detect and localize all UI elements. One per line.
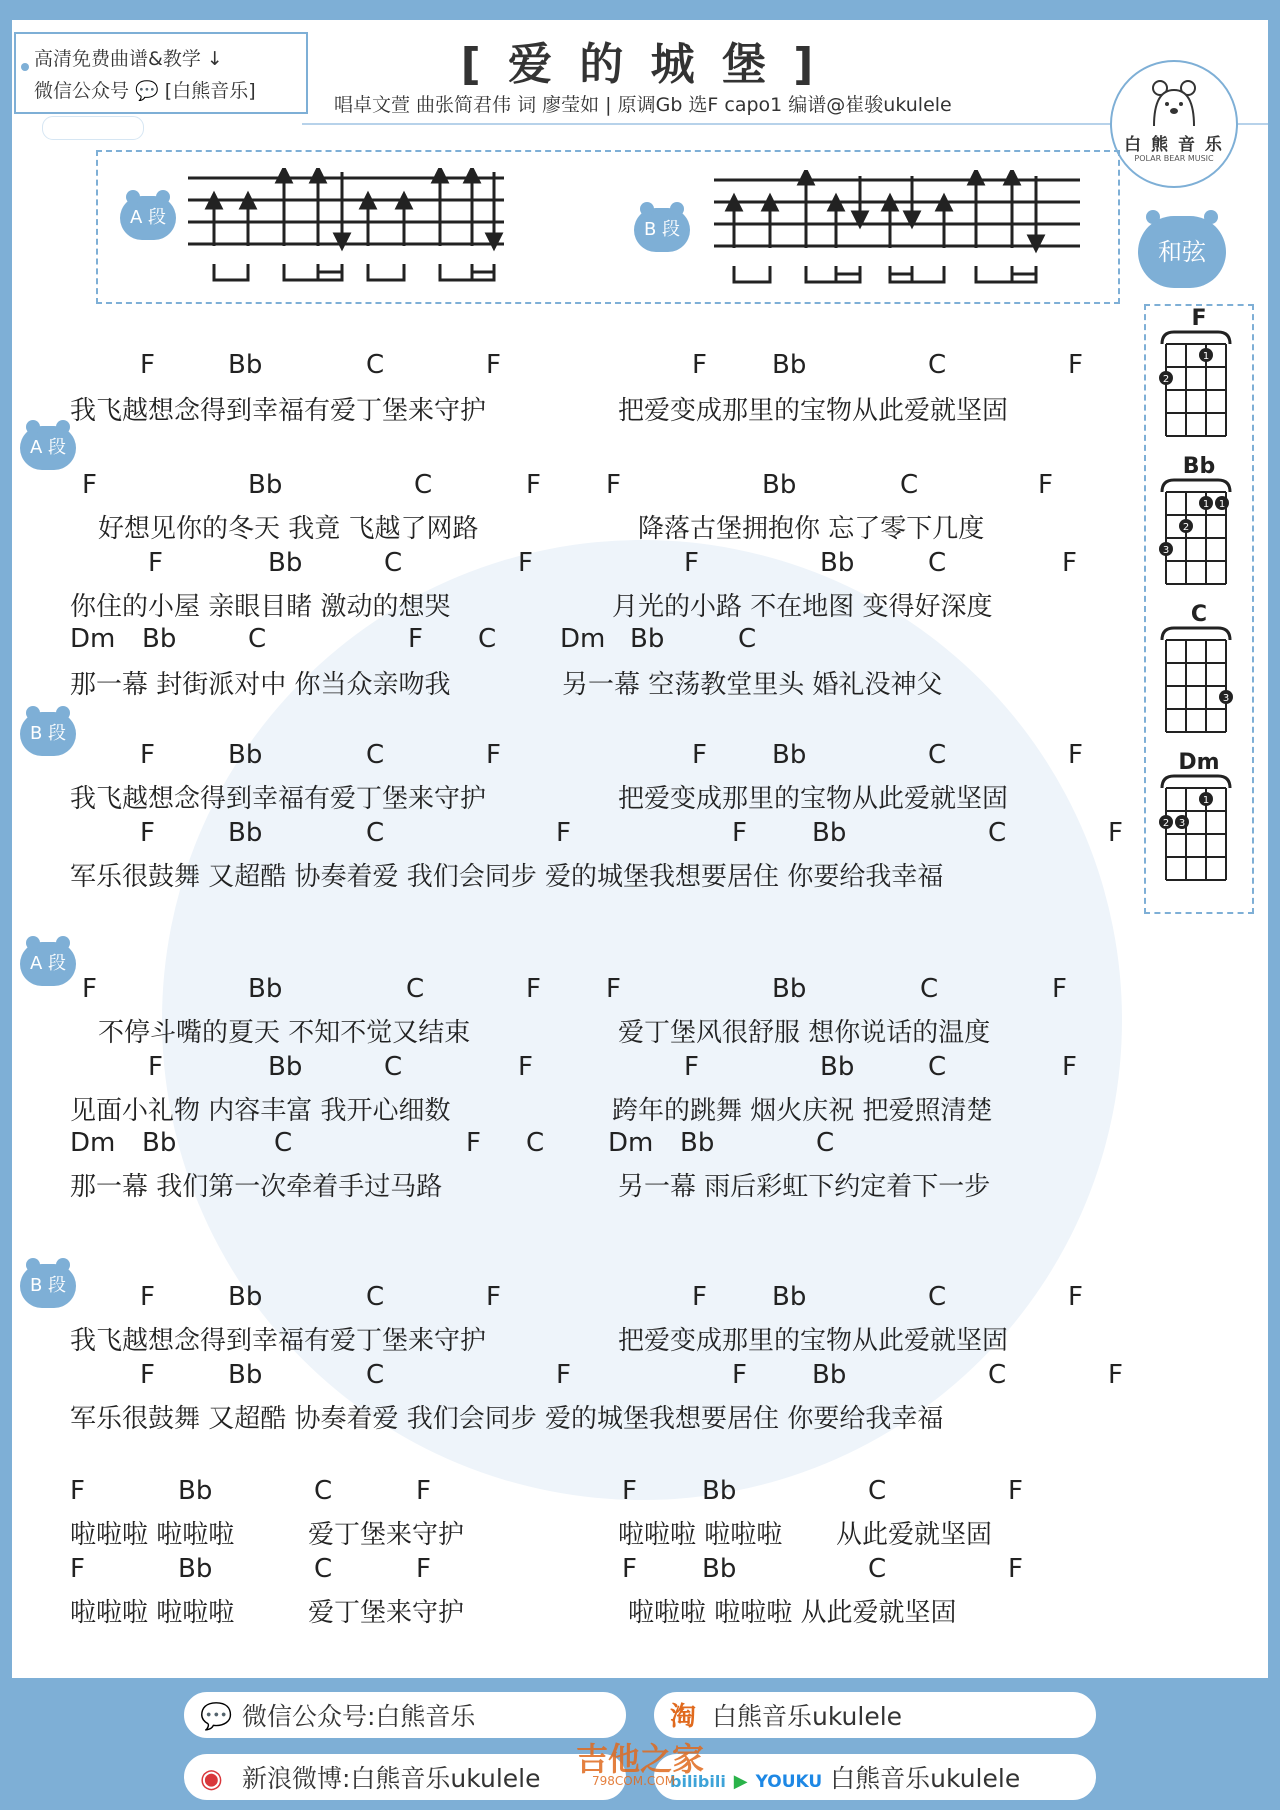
section-label: B 段 [29,1275,67,1296]
chord-label: Bb [228,350,263,380]
chord-label: F [140,350,155,380]
chord-bb-name [1146,454,1252,479]
lyric-line: 把爱变成那里的宝物从此爱就坚固 [618,396,1009,426]
promo-wechat-label: 微信公众号 [34,80,130,102]
sheet [12,20,1268,1678]
chord-label: F [1038,470,1053,500]
chord-label: Bb [248,470,283,500]
svg-text:3: 3 [1222,693,1230,704]
chord-label: F [518,548,533,578]
section-label: A 段 [29,437,67,458]
chord-label: F [622,1476,637,1506]
chord-label: Dm [608,1128,654,1158]
lyric-line: 见面小礼物 内容丰富 我开心细数 [70,1096,451,1126]
lyric-line: 军乐很鼓舞 又超酷 协奏着爱 我们会同步 爱的城堡我想要居住 你要给我幸福 [70,1404,944,1434]
chord-bb-diagram [1156,478,1236,588]
lyric-line: 降落古堡拥抱你 忘了零下几度 [638,514,985,544]
promo-account: [白熊音乐] [164,80,256,102]
strum-b-diagram [714,170,1084,290]
lyric-line: 我飞越想念得到幸福有爱丁堡来守护 [70,396,487,426]
chord-label: F [1108,1360,1123,1390]
chord-label: F [1052,974,1067,1004]
lyric-line: 那一幕 我们第一次牵着手过马路 [70,1172,443,1202]
chord-label: F [70,1476,85,1506]
chord-label: C [928,1052,947,1082]
chord-label: C [366,740,385,770]
chord-label: C [928,740,947,770]
lyric-line: 从此爱就坚固 [836,1520,993,1550]
taobao-text: 白熊音乐ukulele [712,1702,903,1731]
svg-text:1: 1 [1202,499,1210,510]
lyric-line: 跨年的跳舞 烟火庆祝 把爱照清楚 [612,1096,993,1126]
lyric-line: 把爱变成那里的宝物从此爱就坚固 [618,1326,1009,1356]
lyric-line: 那一幕 封街派对中 你当众亲吻我 [70,670,451,700]
video-pill[interactable] [652,1752,1098,1802]
logo-name: 白 熊 音 乐 [1124,135,1224,155]
chord-label: F [1068,740,1083,770]
chord-label: F [140,1360,155,1390]
svg-text:1: 1 [1202,351,1210,362]
chord-label: Bb [820,548,855,578]
chord-label: F [416,1476,431,1506]
chord-label: C [366,1360,385,1390]
chord-label: F [466,1128,481,1158]
watermark: 吉他之家 [576,1740,705,1778]
chord-label: Bb [178,1476,213,1506]
chord-label: C [868,1554,887,1584]
chord-label: C [868,1476,887,1506]
chord-label: Bb [772,974,807,1004]
chord-label: F [486,350,501,380]
chord-label: F [1008,1476,1023,1506]
section-a-badge-1 [20,426,76,470]
chord-label: F [486,740,501,770]
svg-text:1: 1 [1218,499,1226,510]
lyric-line: 我飞越想念得到幸福有爱丁堡来守护 [70,1326,487,1356]
chord-label: F [416,1554,431,1584]
chords-label: 和弦 [1158,238,1206,266]
logo [1110,60,1238,188]
polar-bear-icon [1149,78,1199,128]
section-b-badge-1 [20,712,76,756]
chord-c-diagram [1156,626,1236,736]
lyric-line: 啦啦啦 啦啦啦 [70,1520,235,1550]
bilibili-icon: bilibili [670,1772,726,1791]
chord-label: F [556,818,571,848]
chord-label: Bb [228,1282,263,1312]
chord-label: C [314,1476,333,1506]
chord-label: F [486,1282,501,1312]
chord-dm-name: Dm [1178,750,1220,775]
chord-label: C [988,818,1007,848]
strum-b-label: B 段 [643,219,681,240]
chord-label: Bb [178,1554,213,1584]
lyric-line: 啦啦啦 啦啦啦 [70,1598,235,1628]
strum-b-badge [634,208,690,252]
lyric-line: 啦啦啦 啦啦啦 从此爱就坚固 [628,1598,957,1628]
chord-label: C [816,1128,835,1158]
weibo-icon: ◉ [200,1764,223,1794]
chord-label: F [526,974,541,1004]
chord-label: Bb [772,740,807,770]
chord-label: C [478,624,497,654]
chord-c-name: C [1190,602,1208,627]
chord-label: C [366,1282,385,1312]
chord-label: F [82,974,97,1004]
chord-label: F [606,470,621,500]
chord-label: F [732,1360,747,1390]
svg-text:2: 2 [1182,522,1190,533]
chord-label: C [314,1554,333,1584]
lyric-line: 另一幕 空荡教堂里头 婚礼没神父 [562,670,943,700]
chord-label: Bb [228,1360,263,1390]
strum-a-diagram [188,168,508,288]
chord-label: F [622,1554,637,1584]
chord-dm-diagram [1156,774,1236,884]
chord-label: Bb [142,1128,177,1158]
strum-a-badge [120,196,176,240]
chord-label: F [140,740,155,770]
chord-label: Dm [70,1128,116,1158]
chord-bb-text: Bb [1182,454,1216,479]
chord-label: C [920,974,939,1004]
chord-label: F [1068,1282,1083,1312]
chord-label: C [366,818,385,848]
section-label: A 段 [29,953,67,974]
lyric-line: 月光的小路 不在地图 变得好深度 [612,592,993,622]
promo-line1: 高清免费曲谱&教学 ↓ [34,48,223,70]
chord-label: Bb [228,740,263,770]
lyric-line: 你住的小屋 亲眼目睹 激动的想哭 [70,592,451,622]
credits: 唱卓文萱 曲张简君伟 词 廖莹如 | 原调Gb 选F capo1 编谱@崔骏ukulele [334,94,952,116]
chord-label: F [684,548,699,578]
chord-label: C [366,350,385,380]
chord-panel [1144,304,1254,914]
wechat-icon: 💬 [200,1702,233,1732]
chord-label: C [900,470,919,500]
section-a-badge-2 [20,942,76,986]
chord-label: F [140,818,155,848]
lyric-line: 我飞越想念得到幸福有爱丁堡来守护 [70,784,487,814]
chord-label: F [732,818,747,848]
chord-label: F [1108,818,1123,848]
chord-label: F [692,350,707,380]
chord-label: C [414,470,433,500]
chord-label: Dm [70,624,116,654]
chord-label: Bb [680,1128,715,1158]
lyric-line: 不停斗嘴的夏天 不知不觉又结束 [98,1018,471,1048]
chord-label: F [140,1282,155,1312]
chord-label: F [1062,548,1077,578]
chords-badge [1138,216,1226,288]
chord-label: F [1008,1554,1023,1584]
chord-label: F [1068,350,1083,380]
chord-label: C [384,548,403,578]
chord-label: F [606,974,621,1004]
chord-label: C [274,1128,293,1158]
strum-a-label: A 段 [129,207,167,228]
lyric-line: 爱丁堡来守护 [308,1520,465,1550]
chord-label: C [928,350,947,380]
svg-text:3: 3 [1162,545,1170,556]
song-title: [ 爱 的 城 堡 ] [460,39,820,90]
wechat-text: 微信公众号:白熊音乐 [242,1702,476,1731]
taobao-pill[interactable] [652,1690,1098,1740]
chord-label: C [526,1128,545,1158]
chord-label: Bb [268,548,303,578]
chord-label: Bb [702,1554,737,1584]
chord-label: Bb [812,1360,847,1390]
chord-label: Bb [820,1052,855,1082]
chord-label: F [692,1282,707,1312]
play-icon: ▶ [733,1771,748,1792]
chord-label: C [928,1282,947,1312]
chord-label: F [148,1052,163,1082]
section-label: B 段 [29,723,67,744]
taobao-icon: 淘 [670,1702,697,1732]
chord-label: C [928,548,947,578]
weibo-text: 新浪微博:白熊音乐ukulele [242,1764,541,1793]
chord-label: Bb [762,470,797,500]
strum-pattern-box [96,150,1120,304]
chord-label: Bb [228,818,263,848]
wechat-pill[interactable] [182,1690,628,1740]
chord-label: F [692,740,707,770]
chord-label: F [408,624,423,654]
chord-label: F [526,470,541,500]
lyric-line: 啦啦啦 啦啦啦 [618,1520,783,1550]
chord-label: F [70,1554,85,1584]
chord-f-name: F [1191,306,1207,331]
svg-text:2: 2 [1162,818,1170,829]
logo-subtitle: POLAR BEAR MUSIC [1134,154,1214,163]
chord-label: F [684,1052,699,1082]
chord-label: C [406,974,425,1004]
svg-text:3: 3 [1178,818,1186,829]
svg-text:1: 1 [1202,795,1210,806]
watermark-url: 798COM.COM [592,1774,676,1788]
lyric-line: 爱丁堡来守护 [308,1598,465,1628]
chord-label: Bb [268,1052,303,1082]
lyric-line: 爱丁堡风很舒服 想你说话的温度 [618,1018,991,1048]
weibo-pill[interactable] [182,1752,628,1802]
chord-label: C [248,624,267,654]
lyric-line: 军乐很鼓舞 又超酷 协奏着爱 我们会同步 爱的城堡我想要居住 你要给我幸福 [70,862,944,892]
chord-label: F [148,548,163,578]
chord-label: Bb [772,350,807,380]
youku-icon: YOUKU [755,1772,823,1792]
chord-label: F [1062,1052,1077,1082]
ukulele-doodle [42,116,144,140]
chord-label: Bb [812,818,847,848]
chord-label: Bb [772,1282,807,1312]
chord-label: C [988,1360,1007,1390]
chord-label: Bb [248,974,283,1004]
chord-label: Bb [630,624,665,654]
chord-f-diagram [1156,330,1236,440]
section-b-badge-2 [20,1264,76,1308]
chord-label: Bb [142,624,177,654]
chord-label: C [384,1052,403,1082]
video-text: 白熊音乐ukulele [830,1764,1021,1793]
lyric-line: 好想见你的冬天 我竟 飞越了网路 [98,514,479,544]
lyric-line: 把爱变成那里的宝物从此爱就坚固 [618,784,1009,814]
lyric-line: 另一幕 雨后彩虹下约定着下一步 [618,1172,991,1202]
chord-label: Bb [702,1476,737,1506]
chord-label: F [556,1360,571,1390]
chord-label: Dm [560,624,606,654]
chord-label: C [738,624,757,654]
chord-label: F [518,1052,533,1082]
svg-text:2: 2 [1162,374,1170,385]
wechat-icon: 💬 [135,80,159,102]
chord-label: F [82,470,97,500]
